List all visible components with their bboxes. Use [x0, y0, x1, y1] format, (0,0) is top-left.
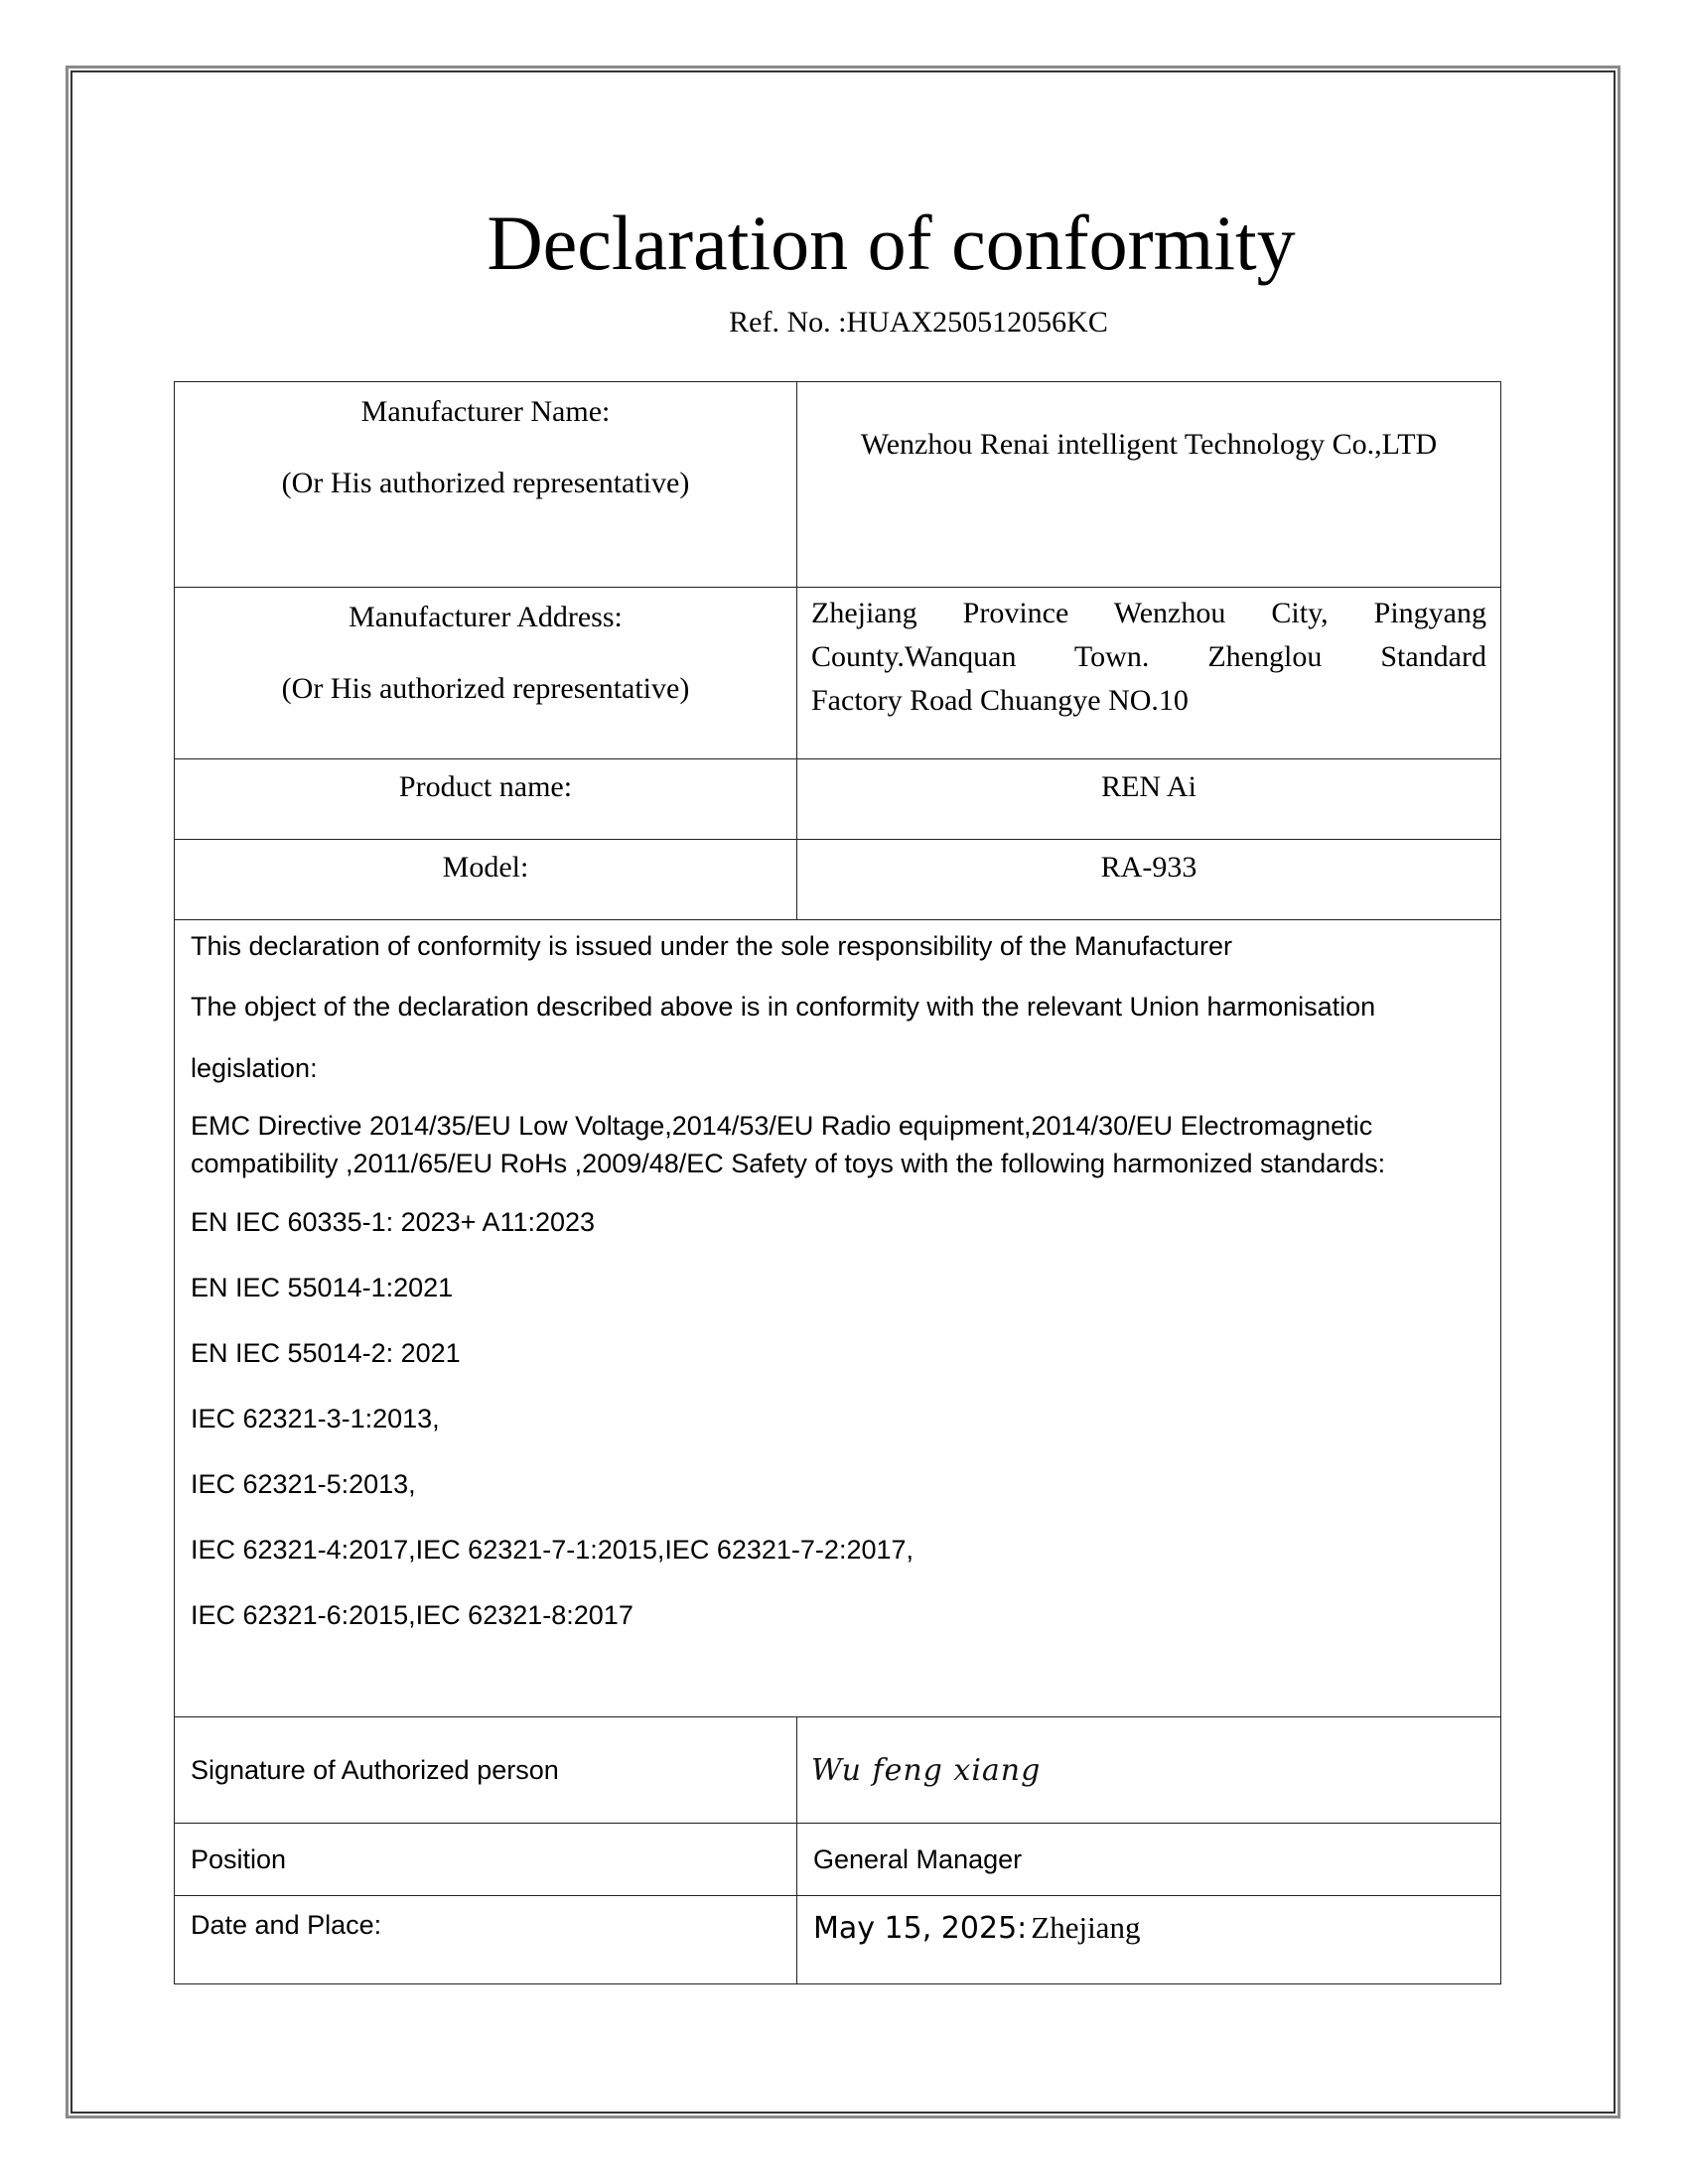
date-value: May 15, 2025: [813, 1911, 1028, 1946]
manufacturer-name-label-cell [175, 382, 797, 588]
standard-item: EN IEC 60335-1: 2023+ A11:2023 [191, 1207, 596, 1237]
address-line: County.Wanquan Town. Zhenglou Standard [811, 640, 1486, 673]
address-line: Factory Road Chuangye NO.10 [811, 684, 1189, 717]
manufacturer-name-sublabel: (Or His authorized representative) [281, 467, 690, 499]
manufacturer-address-label: Manufacturer Address: [349, 601, 623, 633]
signature-label: Signature of Authorized person [175, 1717, 797, 1824]
standard-item: IEC 62321-4:2017,IEC 62321-7-1:2015,IEC 62321-7-2:2017, [191, 1535, 914, 1565]
product-name-label: Product name: [175, 759, 797, 840]
date-place-value [797, 1896, 1501, 1984]
manufacturer-address-row [175, 588, 1501, 759]
place-value: Zhejiang [1031, 1910, 1141, 1945]
date-place-label: Date and Place: [175, 1896, 797, 1984]
declaration-text [175, 920, 1501, 1717]
declaration-paragraph: This declaration of conformity is issued under the sole responsibility of the Manufacturer [191, 931, 1233, 961]
manufacturer-name-value: Wenzhou Renai intelligent Technology Co.,LTD [797, 382, 1501, 588]
date-place-row [175, 1896, 1501, 1984]
manufacturer-address-sublabel: (Or His authorized representative) [281, 672, 690, 705]
declaration-table [174, 381, 1501, 1984]
standard-item: IEC 62321-5:2013, [191, 1469, 416, 1499]
declaration-paragraph: legislation: [191, 1053, 318, 1083]
product-name-row [175, 759, 1501, 840]
model-value: RA-933 [797, 840, 1501, 920]
position-value: General Manager [797, 1824, 1501, 1896]
address-line: Zhejiang Province Wenzhou City, Pingyang [811, 597, 1486, 629]
position-label: Position [175, 1824, 797, 1896]
handwritten-signature: Wu feng xiang [811, 1752, 1042, 1788]
standard-item: EN IEC 55014-1:2021 [191, 1273, 454, 1302]
document-title: Declaration of conformity [487, 200, 1296, 286]
manufacturer-name-row [175, 382, 1501, 588]
position-row [175, 1824, 1501, 1896]
standard-item: IEC 62321-3-1:2013, [191, 1404, 440, 1433]
declaration-text-row [175, 920, 1501, 1717]
directives-paragraph: EMC Directive 2014/35/EU Low Voltage,2014/53/EU Radio equipment,2014/30/EU Electromagnetic compatibility ,2011/65/EU RoHs ,2009/48/EC Safety of toys with the following harmonized standards: [191, 1111, 1386, 1178]
manufacturer-address-label-cell [175, 588, 797, 759]
manufacturer-address-value [797, 588, 1501, 759]
model-row [175, 840, 1501, 920]
signature-row [175, 1717, 1501, 1824]
signature-cell [797, 1717, 1501, 1824]
model-label: Model: [175, 840, 797, 920]
product-name-value: REN Ai [797, 759, 1501, 840]
standard-item: EN IEC 55014-2: 2021 [191, 1338, 461, 1368]
reference-number: Ref. No. :HUAX250512056KC [729, 306, 1108, 339]
declaration-paragraph: The object of the declaration described above is in conformity with the relevant Union harmonisation [191, 992, 1376, 1022]
standard-item: IEC 62321-6:2015,IEC 62321-8:2017 [191, 1600, 633, 1630]
manufacturer-name-label: Manufacturer Name: [360, 395, 611, 428]
